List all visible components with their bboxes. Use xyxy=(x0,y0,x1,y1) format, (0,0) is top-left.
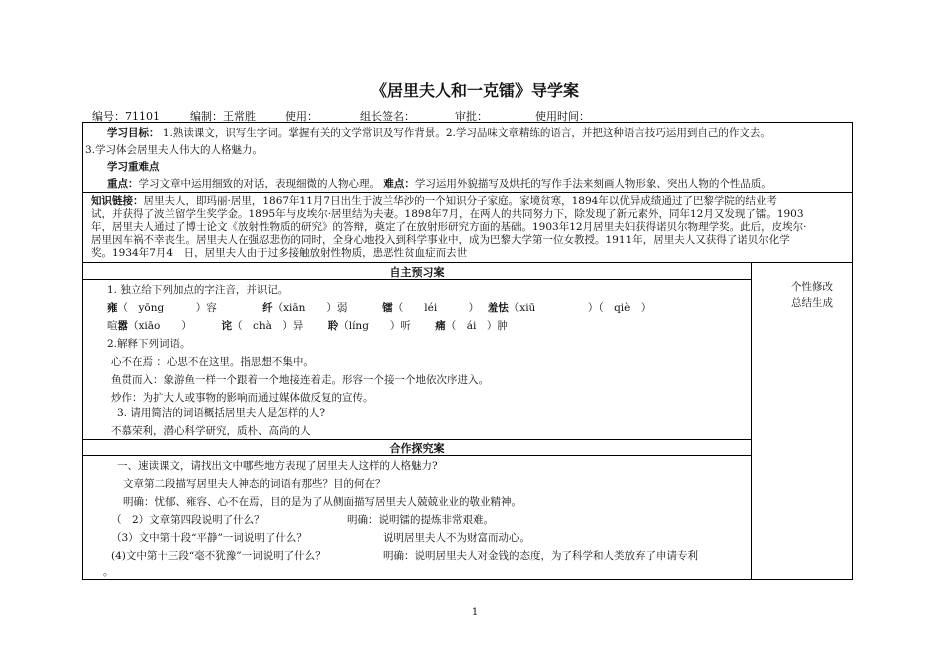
char-cha: 诧 xyxy=(221,320,232,332)
goals-text-2: 3.学习体会居里夫人伟大的人格魅力。 xyxy=(85,144,264,156)
knowledge-line-5: 奖。1934年7月4 日，居里夫人由于过多接触放射性物质，患恶性贫血症而去世 xyxy=(91,247,468,259)
char-ling: 聆 xyxy=(327,320,339,332)
knowledge-line-4: 居里因车祸不幸丧生。居里夫人在强忍悲伤的同时，全身心地投入到科学事业中，成为巴黎大学第一位女教授。1911年，居里夫人又获得了诺贝尔化学 xyxy=(91,234,790,246)
pinyin-ling: （líng ）听 xyxy=(338,320,411,332)
meta-editor: 编制：王常胜 xyxy=(190,110,256,123)
meta-review: 审批： xyxy=(455,110,488,123)
meta-number: 编号：71101 xyxy=(92,110,160,123)
explore-line-2: 文章第二段描写居里夫人神态的词语有那些？目的何在？ xyxy=(123,478,386,490)
explore-answer-4: 明确：说明居里夫人对金钱的态度，为了科学和人类放弃了申请专利 xyxy=(383,550,698,562)
explore-line-end: 。 xyxy=(103,566,114,578)
explore-question-4: (4)文中第十三段“毫不犹豫”一词说明了什么？ xyxy=(111,550,326,562)
preview-question-1: 1. 独立给下列加点的字注音，并识记。 xyxy=(107,284,289,296)
knowledge-line-2: 试，并获得了波兰留学生奖学金。1895年与皮埃尔·居里结为夫妻。1898年7月，在两人的共同努力下，除发现了新元素外，同年12月又发现了镭。1903 xyxy=(91,208,804,220)
explore-answer-2: 明确：说明镭的提炼非常艰难。 xyxy=(347,514,494,526)
pinyin-cha: （ chà ）异 xyxy=(231,320,304,332)
char-xian: 纤 xyxy=(262,302,273,314)
pinyin-row-1 xyxy=(107,301,651,315)
knowledge-section xyxy=(82,192,853,263)
char-xiao: 嚣 xyxy=(117,320,128,332)
preview-question-3: 3. 请用简洁的词语概括居里夫人是怎样的人? xyxy=(117,407,325,419)
pinyin-ai: （ ái ）肿 xyxy=(445,320,508,332)
goals-section xyxy=(82,122,853,193)
char-xiuqie: 羞怯 xyxy=(487,302,509,314)
meta-use-time: 使用时间： xyxy=(535,110,590,123)
knowledge-label: 知识链接： xyxy=(91,195,144,207)
difficulty-text: 学习运用外貌描写及烘托的写作手法来刻画人物形象、突出人物的个性品质。 xyxy=(414,178,772,190)
char-ai: 痛 xyxy=(435,320,446,332)
explore-line-3: 明确：忧郁、雍容、心不在焉，目的是为了从侧面描写居里夫人兢兢业业的敬业精神。 xyxy=(123,496,522,508)
goals-text-1: 1.熟读课文，识写生字词。掌握有关的文学常识及写作背景。2.学习品味文章精练的语言，并把这种语言技巧运用到自己的作文去。 xyxy=(162,127,771,139)
explore-question-2: （ 2）文章第四段说明了什么？ xyxy=(111,514,265,526)
side-summary: 总结生成 xyxy=(791,297,833,309)
main-table xyxy=(82,262,853,580)
meta-user: 使用： xyxy=(285,110,318,123)
pinyin-xiuqie: （xiū ）（ qiè ） xyxy=(508,302,652,314)
key-points-heading: 学习重难点 xyxy=(107,161,160,173)
explore-heading: 合作探究案 xyxy=(389,442,445,455)
word-xinbuzaiyan: 心不在焉 ：心思不在这里。指思想不集中。 xyxy=(111,356,314,368)
char-lei: 镭 xyxy=(382,302,393,314)
explore-line-1: 一、速读课文，请找出文中哪些地方表现了居里夫人这样的人格魅力? xyxy=(117,460,438,472)
preview-answer-3: 不慕荣利，潜心科学研究，质朴、高尚的人 xyxy=(111,425,311,437)
preview-heading: 自主预习案 xyxy=(389,266,445,279)
key-label: 重点： xyxy=(107,178,139,190)
goals-label: 学习目标： xyxy=(107,127,160,139)
document-title: 《居里夫人和一克镭》导学案 xyxy=(370,81,579,100)
page-number: 1 xyxy=(471,607,479,618)
knowledge-line-1: 居里夫人，即玛丽·居里，1867年11月7日出生于波兰华沙的一个知识分子家庭。家境贫寒，1894年以优异成绩通过了巴黎学院的结业考 xyxy=(143,195,777,207)
knowledge-line-3: 年，居里夫人通过了博士论文《放射性物质的研究》的答辩，奠定了在放射形研究方面的基础。1903年12月居里夫妇获得诺贝尔物理学奖。此后，皮埃尔· xyxy=(91,221,807,233)
side-personal-revision: 个性修改 xyxy=(791,281,833,293)
preview-question-2: 2.解释下列词语。 xyxy=(107,338,191,350)
pinyin-yong: （ yōng ）容 xyxy=(117,302,217,314)
meta-leader-signature: 组长签名： xyxy=(360,110,415,123)
word-chaozuo: 炒作：为扩大人或事物的影响而通过媒体做反复的宣传。 xyxy=(111,392,374,404)
key-text: 学习文章中运用细致的对话，表现细微的人物心理。 xyxy=(138,178,380,190)
explore-question-3: （3）文中第十段“平静”一词说明了什么？ xyxy=(111,532,307,544)
pinyin-row-2 xyxy=(107,319,508,333)
char-yong: 雍 xyxy=(107,302,118,314)
pinyin-lei: （ léi ） xyxy=(392,302,474,314)
pinyin-xian: （xiān ）弱 xyxy=(272,302,348,314)
char-xuan: 喧 xyxy=(107,320,118,332)
difficulty-label: 难点： xyxy=(383,178,415,190)
explore-answer-3: 说明居里夫人不为财富而动心。 xyxy=(383,532,530,544)
word-yuguanerru: 鱼贯而入：象游鱼一样一个跟着一个地接连着走。形容一个接一个地依次序进入。 xyxy=(111,374,489,386)
pinyin-xiao: （xiāo ） xyxy=(128,320,187,332)
